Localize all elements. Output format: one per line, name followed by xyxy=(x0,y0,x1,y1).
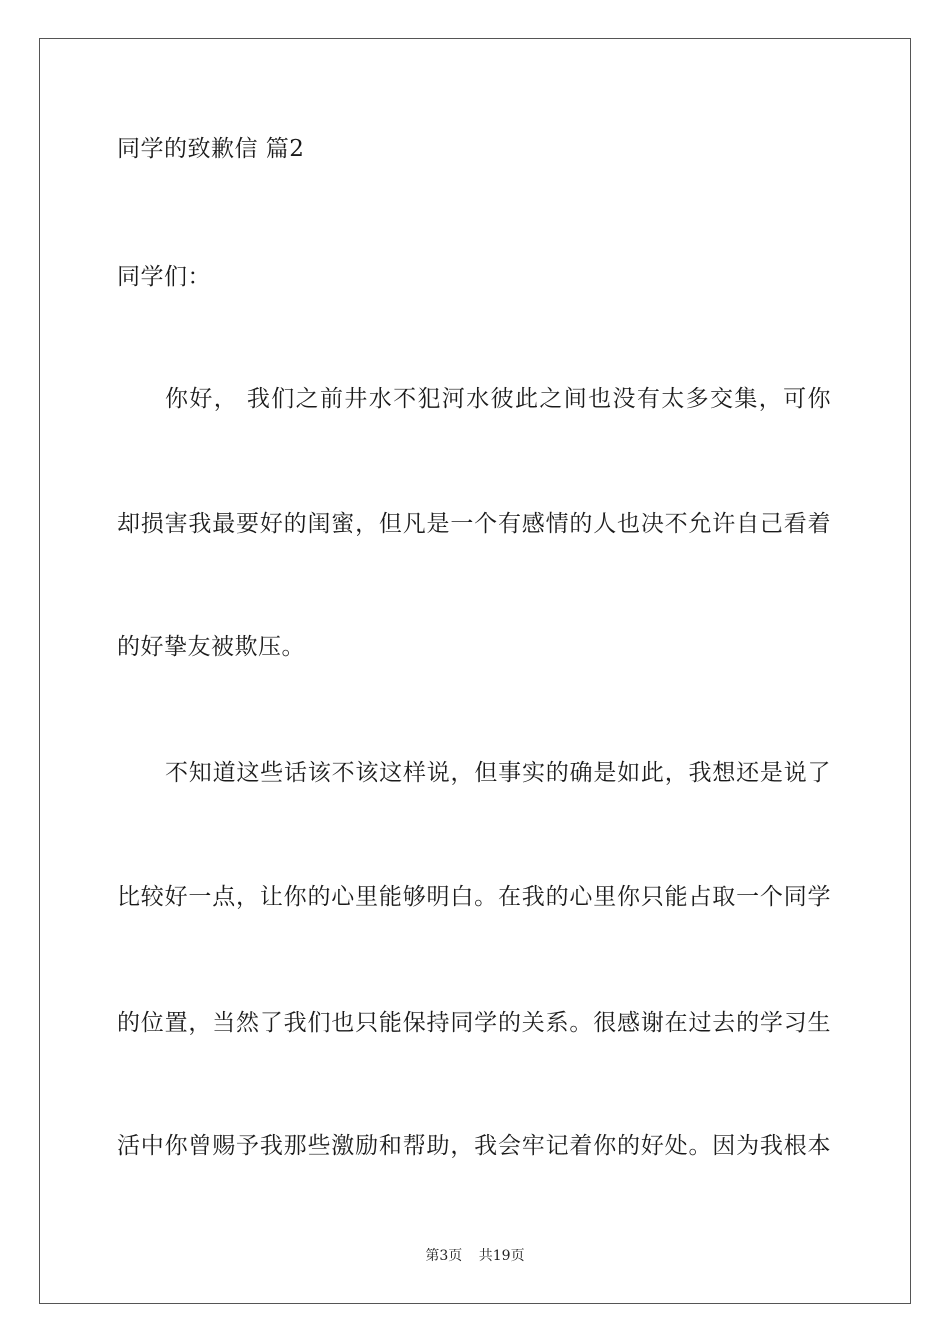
paragraph-line-4: 不知道这些话该不该这样说，但事实的确是如此，我想还是说了 xyxy=(165,760,831,786)
page-number: 第3页 xyxy=(425,1248,463,1264)
paragraph-line-7: 活中你曾赐予我那些激励和帮助，我会牢记着你的好处。因为我根本 xyxy=(117,1133,831,1159)
page-border xyxy=(39,38,911,1304)
page-footer xyxy=(0,1247,950,1265)
document-heading: 同学的致歉信 篇2 xyxy=(117,136,305,162)
paragraph-line-1: 你好， 我们之前井水不犯河水彼此之间也没有太多交集，可你 xyxy=(165,386,831,412)
paragraph-line-6: 的位置，当然了我们也只能保持同学的关系。很感谢在过去的学习生 xyxy=(117,1010,831,1036)
paragraph-line-5: 比较好一点，让你的心里能够明白。在我的心里你只能占取一个同学 xyxy=(117,884,831,910)
salutation: 同学们： xyxy=(117,264,211,290)
paragraph-line-2: 却损害我最要好的闺蜜，但凡是一个有感情的人也决不允许自己看着 xyxy=(117,511,831,537)
page-total: 共19页 xyxy=(478,1248,525,1264)
paragraph-line-3: 的好挚友被欺压。 xyxy=(117,634,305,660)
